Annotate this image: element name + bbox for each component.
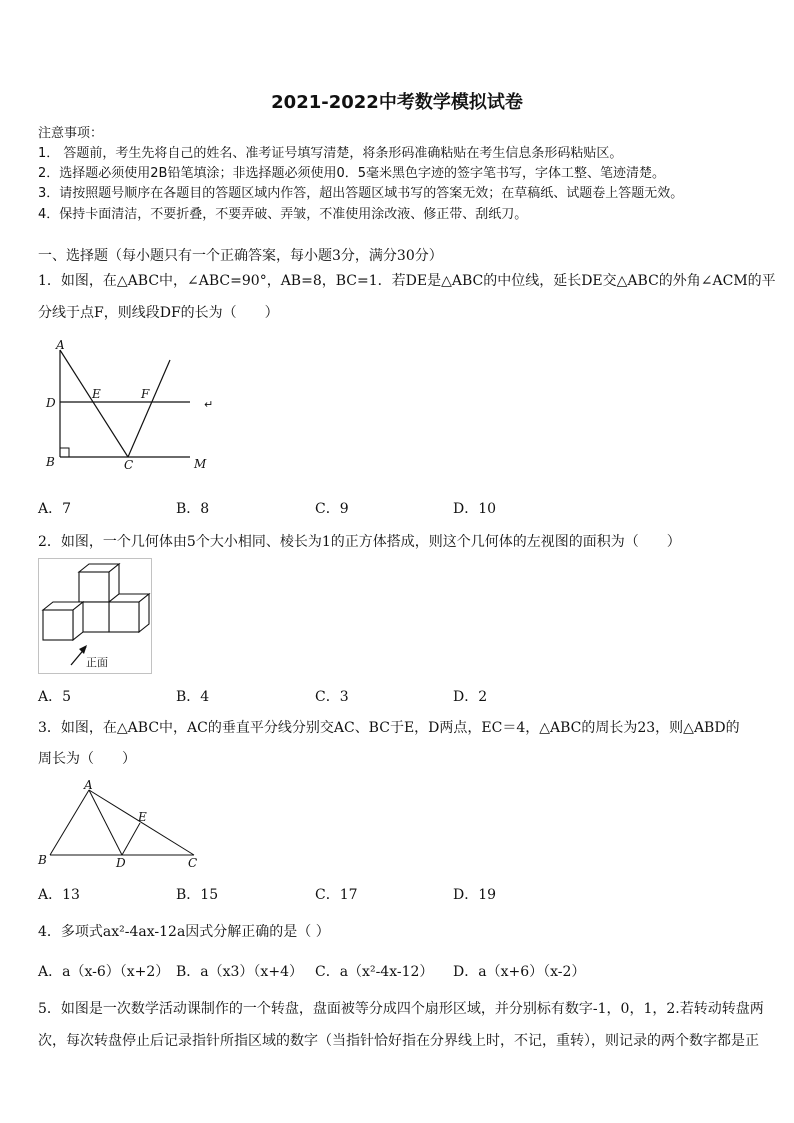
q3-option-b[interactable]: B．15 (176, 887, 219, 903)
section-heading: 一、选择题（每小题只有一个正确答案，每小题3分，满分30分） (38, 248, 443, 264)
label-b: B (46, 455, 55, 469)
label-d: D (46, 396, 56, 410)
q3-option-d[interactable]: D．19 (453, 887, 497, 903)
note-item: 3．请按照题号顺序在各题目的答题区域内作答，超出答题区域书写的答案无效；在草稿纸、试题卷上答题无效。 (38, 186, 684, 201)
label-e: E (92, 387, 101, 401)
q1-option-c[interactable]: C．9 (315, 501, 349, 517)
label-c: C (188, 856, 198, 870)
label-f: F (141, 387, 150, 401)
question-1-line-1: 1．如图，在△ABC中，∠ABC=90°，AB=8，BC=1．若DE是△ABC的中位线，延长DE交△ABC的外角∠ACM的平 (38, 273, 776, 289)
label-a: A (56, 338, 65, 352)
q3-option-c[interactable]: C．17 (315, 887, 358, 903)
question-5-line-2: 次，每次转盘停止后记录指针所指区域的数字（当指针恰好指在分界线上时，不记，重转），则记录的两个数字都是正 (38, 1033, 759, 1049)
question-3-line-1: 3．如图，在△ABC中，AC的垂直平分线分别交AC、BC于E，D两点，EC＝4，△ABC的周长为23，则△ABD的 (38, 720, 740, 736)
q2-option-a[interactable]: A．5 (38, 689, 72, 705)
question-2-figure (38, 558, 152, 674)
q2-option-b[interactable]: B．4 (176, 689, 210, 705)
q4-option-a[interactable]: A．a（x-6）（x+2） (38, 964, 170, 980)
arrow-icon (79, 645, 87, 654)
note-item: 2．选择题必须使用2B铅笔填涂；非选择题必须使用0．5毫米黑色字迹的签字笔书写，字体工整、笔迹清楚。 (38, 166, 666, 181)
q1-option-b[interactable]: B．8 (176, 501, 210, 517)
question-3-figure (36, 778, 206, 873)
label-c: C (124, 458, 134, 472)
question-4-line-1: 4．多项式ax²-4ax-12a因式分解正确的是（ ） (38, 924, 330, 940)
label-b: B (38, 853, 47, 867)
front-label: 正面 (86, 656, 108, 669)
question-1-line-2: 分线于点F，则线段DF的长为（ ） (38, 305, 279, 321)
note-item: 4．保持卡面清洁，不要折叠，不要弄破、弄皱，不准使用涂改液、修正带、刮纸刀。 (38, 207, 528, 222)
q2-option-d[interactable]: D．2 (453, 689, 488, 705)
label-e: E (138, 810, 147, 824)
q4-option-b[interactable]: B．a（x3）（x+4） (176, 964, 303, 980)
q4-option-d[interactable]: D．a（x+6）（x-2） (453, 964, 586, 980)
question-2-line-1: 2．如图，一个几何体由5个大小相同、棱长为1的正方体搭成，则这个几何体的左视图的面积为（ ） (38, 534, 681, 550)
question-1-figure (38, 335, 218, 475)
q3-option-a[interactable]: A．13 (38, 887, 80, 903)
question-5-line-1: 5．如图是一次数学活动课制作的一个转盘，盘面被等分成四个扇形区域，并分别标有数字-1，0，1，2.若转动转盘两 (38, 1001, 764, 1017)
q4-option-c[interactable]: C．a（x²-4x-12） (315, 964, 434, 980)
note-item: 1． 答题前，考生先将自己的姓名、准考证号填写清楚，将条形码准确粘贴在考生信息条形码粘贴区。 (38, 146, 623, 161)
q2-option-c[interactable]: C．3 (315, 689, 349, 705)
page-title: 2021-2022中考数学模拟试卷 (271, 92, 523, 113)
notes-heading: 注意事项： (38, 126, 104, 141)
label-d: D (116, 856, 126, 870)
q1-option-d[interactable]: D．10 (453, 501, 497, 517)
q1-option-a[interactable]: A．7 (38, 501, 72, 517)
question-3-line-2: 周长为（ ） (38, 751, 136, 767)
label-a: A (84, 778, 93, 792)
label-m: M (194, 457, 207, 471)
return-mark-icon: ↵ (204, 398, 214, 411)
